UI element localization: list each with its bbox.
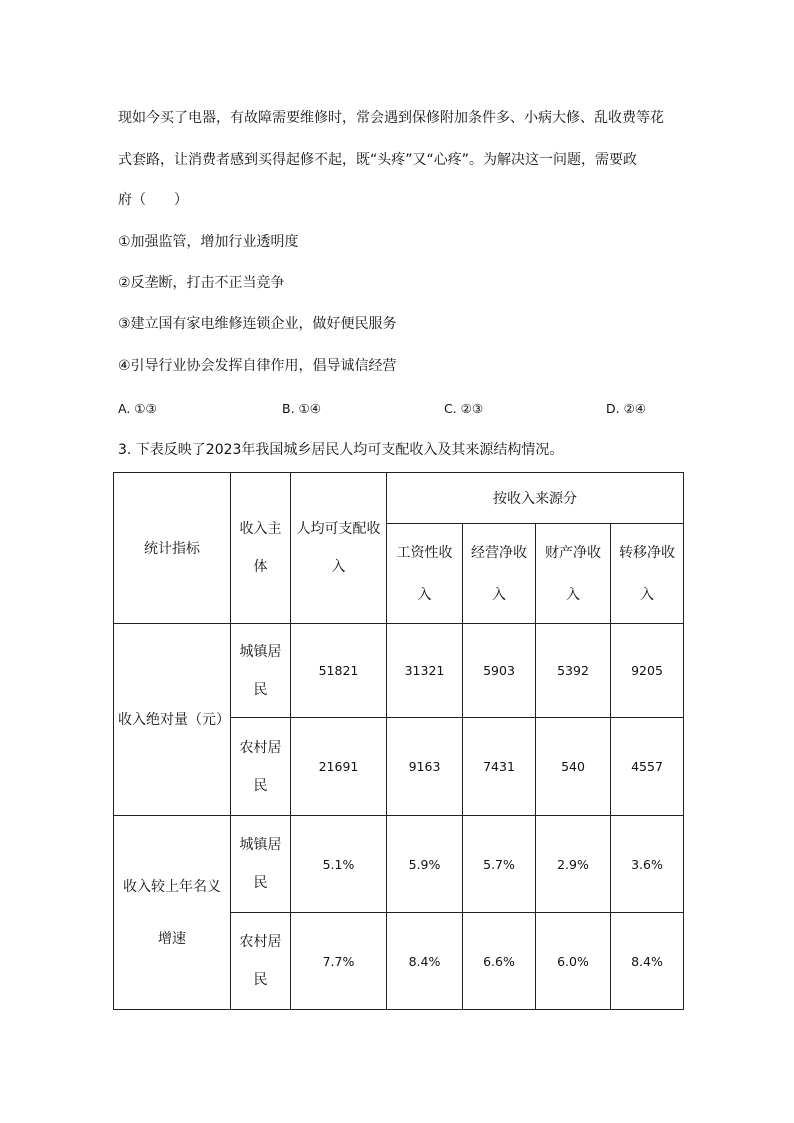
cell-wage: 31321 (387, 624, 463, 718)
question-3-stem: 3. 下表反映了2023年我国城乡居民人均可支配收入及其来源结构情况。 (118, 442, 564, 458)
cell-business: 7431 (463, 718, 536, 816)
statement-4: ④引导行业协会发挥自律作用，倡导诚信经营 (118, 358, 397, 374)
cell-wage: 9163 (387, 718, 463, 816)
cell-property: 6.0% (536, 913, 611, 1010)
option-b: B. ①④ (282, 401, 321, 416)
header-business-income: 经营净收入 (463, 524, 536, 624)
option-c: C. ②③ (444, 401, 484, 416)
cell-transfer: 8.4% (611, 913, 684, 1010)
row-subject: 城镇居民 (231, 624, 291, 718)
cell-per-capita: 51821 (291, 624, 387, 718)
question-stem-line-1: 现如今买了电器，有故障需要维修时，常会遇到保修附加条件多、小病大修、乱收费等花 (118, 110, 664, 126)
cell-wage: 5.9% (387, 816, 463, 913)
row-subject: 农村居民 (231, 718, 291, 816)
cell-property: 2.9% (536, 816, 611, 913)
cell-transfer: 9205 (611, 624, 684, 718)
statement-2: ②反垄断，打击不正当竞争 (118, 275, 285, 291)
cell-business: 5903 (463, 624, 536, 718)
header-property-income: 财产净收入 (536, 524, 611, 624)
cell-per-capita: 5.1% (291, 816, 387, 913)
cell-per-capita: 7.7% (291, 913, 387, 1010)
question-stem-line-3: 府（ ） (118, 192, 188, 208)
option-a: A. ①③ (118, 401, 157, 416)
header-stat-indicator: 统计指标 (114, 473, 231, 624)
cell-wage: 8.4% (387, 913, 463, 1010)
header-per-capita-income: 人均可支配收入 (291, 473, 387, 624)
row-subject: 城镇居民 (231, 816, 291, 913)
header-transfer-income: 转移净收入 (611, 524, 684, 624)
cell-business: 6.6% (463, 913, 536, 1010)
cell-per-capita: 21691 (291, 718, 387, 816)
table-header-row (114, 473, 684, 524)
cell-transfer: 3.6% (611, 816, 684, 913)
cell-business: 5.7% (463, 816, 536, 913)
header-wage-income: 工资性收入 (387, 524, 463, 624)
statement-1: ①加强监管，增加行业透明度 (118, 234, 299, 250)
statement-3: ③建立国有家电维修连锁企业，做好便民服务 (118, 316, 397, 332)
indicator-growth-rate: 收入较上年名义增速 (114, 816, 231, 1010)
question-stem-line-2: 式套路，让消费者感到买得起修不起，既“头疼”又“心疼”。为解决这一问题，需要政 (118, 152, 638, 168)
indicator-absolute-income: 收入绝对量（元） (114, 624, 231, 816)
header-income-subject: 收入主体 (231, 473, 291, 624)
table-row (114, 624, 684, 718)
table-row (114, 816, 684, 913)
cell-property: 540 (536, 718, 611, 816)
income-table (113, 472, 684, 1010)
cell-transfer: 4557 (611, 718, 684, 816)
cell-property: 5392 (536, 624, 611, 718)
row-subject: 农村居民 (231, 913, 291, 1010)
option-d: D. ②④ (606, 401, 646, 416)
header-by-source: 按收入来源分 (387, 473, 684, 524)
